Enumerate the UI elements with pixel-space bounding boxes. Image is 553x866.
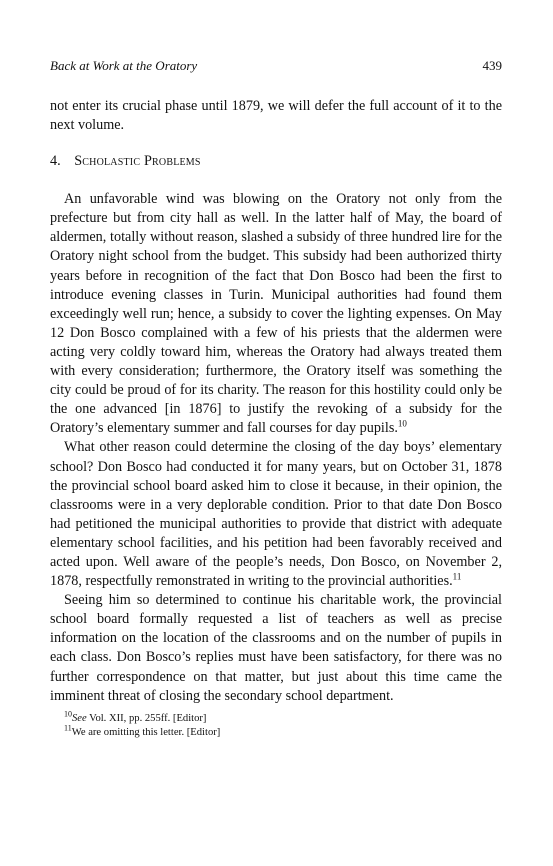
footnote-10 bbox=[64, 709, 502, 726]
footnote-ref-11: 11 bbox=[452, 571, 462, 582]
footnote-11-text: We are omitting this letter. [Editor] bbox=[71, 726, 221, 738]
paragraph-2 bbox=[50, 438, 502, 591]
section-title: Scholastic Problems bbox=[74, 153, 201, 170]
running-title: Back at Work at the Oratory bbox=[50, 58, 198, 73]
paragraph-3: Seeing him so determined to continue his charitable work, the provincial school board formally requested a list of teachers as well as precise information on the location of the classrooms and on the number of pupils in each class. Don Bosco’s replies must have been satisfactory, for there was no further correspondence on that matter, but just about this time came the imminent threat of closing the secondary school department. bbox=[50, 592, 502, 704]
paragraph-1 bbox=[50, 190, 502, 438]
continuation-paragraph: not enter its crucial phase until 1879, we will defer the full account of it to the next volume. bbox=[50, 98, 502, 134]
footnote-ref-10: 10 bbox=[397, 418, 407, 429]
paragraph-1-text: An unfavorable wind was blowing on the Oratory not only from the prefecture but from city hall as well. In the latter half of May, the board of aldermen, totally without reason, slashed a subsidy of three hundred lire for the Oratory night school from the budget. This subsidy had been authorized thirty years before in recognition of the fact that Don Bosco had been the first to introduce evening classes in Turin. Municipal authorities had found them exceedingly well run; hence, a subsidy to cover the lighting expenses. On May 12 Don Bosco complained with a few of his priests that the aldermen were acting very coldly toward him, whereas the Oratory had always treated them with every consideration; furthermore, the Oratory itself was something the city could be proud of for its charity. The reason for this hostility could only be the one advanced [in 1876] to justify the revoking of a subsidy for the Oratory’s elementary summer and fall courses for day pupils. bbox=[50, 191, 502, 437]
footnote-mark-10: 10 bbox=[64, 709, 72, 719]
footnote-10-text: Vol. XII, pp. 255ff. [Editor] bbox=[86, 712, 207, 724]
paragraph-2-text: What other reason could determine the closing of the day boys’ elementary school? Don Bosco had conducted it for many years, but on October 31, 1878 the provincial school board asked him to close it because, in their opinion, the classrooms were in a very deplorable condition. Prior to that date Don Bosco had petitioned the municipal authorities to provide that district with adequate elementary school facilities, and his petition had been favorably received and acted upon. Well aware of the people’s needs, Don Bosco, on November 2, 1878, respectfully remonstrated in writing to the provincial authorities. bbox=[50, 439, 502, 590]
section-number: 4. bbox=[50, 153, 61, 170]
footnote-11 bbox=[64, 723, 502, 740]
page-number: 439 bbox=[482, 58, 502, 73]
running-head bbox=[50, 58, 502, 74]
footnote-see: See bbox=[72, 712, 87, 724]
section-heading bbox=[50, 152, 502, 171]
footnote-mark-11: 11 bbox=[64, 723, 72, 733]
footnotes bbox=[50, 709, 502, 740]
book-page bbox=[50, 58, 502, 740]
